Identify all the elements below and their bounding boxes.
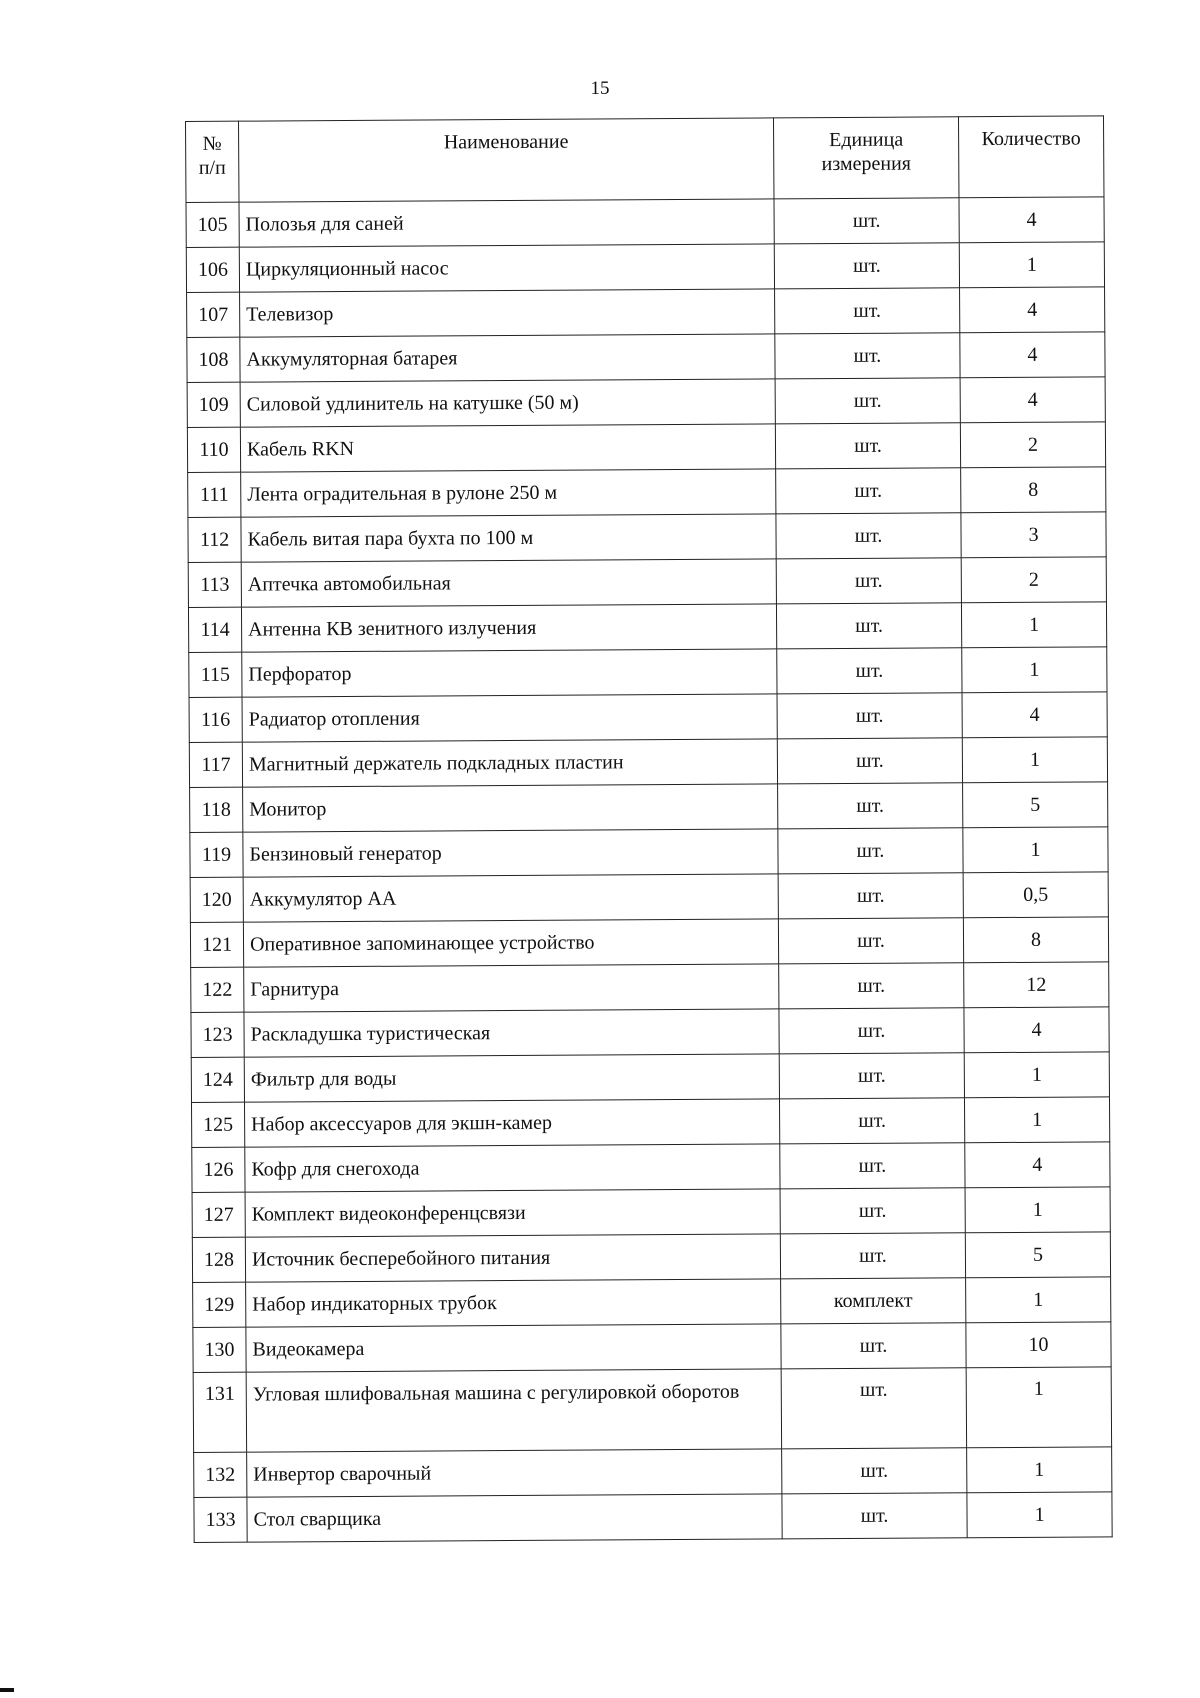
row-unit: шт. — [781, 1323, 966, 1369]
row-qty: 4 — [964, 1007, 1109, 1053]
scan-edge-mark — [0, 1688, 14, 1692]
row-num: 132 — [194, 1452, 247, 1497]
row-num: 128 — [192, 1237, 245, 1282]
table-row — [189, 737, 1107, 788]
row-unit: шт. — [780, 1143, 965, 1189]
table-row — [191, 1097, 1109, 1148]
row-unit: шт. — [776, 603, 961, 649]
header-qty: Количество — [958, 116, 1103, 198]
table-row — [191, 1007, 1109, 1058]
row-qty: 1 — [964, 1097, 1109, 1143]
header-name: Наименование — [239, 118, 774, 202]
row-qty: 8 — [961, 467, 1106, 513]
row-qty: 1 — [966, 1367, 1111, 1448]
row-qty: 1 — [964, 1052, 1109, 1098]
table-row — [189, 692, 1107, 743]
row-name: Набор индикаторных трубок — [246, 1279, 781, 1327]
row-unit: шт. — [775, 333, 960, 379]
row-qty: 4 — [960, 332, 1105, 378]
table-row — [189, 647, 1107, 698]
table-row — [187, 377, 1105, 428]
row-name: Аккумуляторная батарея — [240, 334, 775, 382]
row-unit: шт. — [781, 1368, 966, 1449]
row-num: 113 — [188, 562, 241, 607]
row-name: Полозья для саней — [239, 199, 774, 247]
table-row — [188, 602, 1106, 653]
row-name: Магнитный держатель подкладных пластин — [242, 739, 777, 787]
row-name: Лента оградительная в рулоне 250 м — [241, 469, 776, 517]
row-num: 112 — [188, 517, 241, 562]
row-unit: шт. — [775, 288, 960, 334]
row-name: Радиатор отопления — [242, 694, 777, 742]
row-unit: шт. — [778, 873, 963, 919]
row-qty: 1 — [967, 1447, 1112, 1493]
row-name: Циркуляционный насос — [239, 244, 774, 292]
page-number: 15 — [590, 78, 610, 99]
row-unit: шт. — [777, 648, 962, 694]
row-num: 111 — [188, 472, 241, 517]
row-name: Кофр для снегохода — [245, 1144, 780, 1192]
row-num: 124 — [191, 1057, 244, 1102]
row-num: 110 — [187, 427, 240, 472]
table-row — [193, 1367, 1111, 1453]
row-num: 129 — [193, 1282, 246, 1327]
table-header-row — [186, 116, 1104, 203]
table-row — [192, 1187, 1110, 1238]
table-row — [186, 197, 1104, 248]
row-unit: шт. — [778, 918, 963, 964]
row-qty: 1 — [965, 1187, 1110, 1233]
row-qty: 3 — [961, 512, 1106, 558]
header-unit: Единица измерения — [773, 117, 958, 199]
row-qty: 1 — [963, 827, 1108, 873]
row-num: 126 — [192, 1147, 245, 1192]
table-row — [191, 962, 1109, 1013]
row-num: 131 — [193, 1372, 246, 1452]
row-name: Перфоратор — [242, 649, 777, 697]
row-qty: 4 — [962, 692, 1107, 738]
row-name: Аккумулятор АА — [243, 874, 778, 922]
row-unit: шт. — [776, 513, 961, 559]
table-row — [191, 1052, 1109, 1103]
row-qty: 1 — [967, 1492, 1112, 1538]
row-num: 127 — [192, 1192, 245, 1237]
table-row — [188, 512, 1106, 563]
row-qty: 10 — [966, 1322, 1111, 1368]
row-num: 116 — [189, 697, 242, 742]
row-name: Кабель витая пара бухта по 100 м — [241, 514, 776, 562]
row-name: Фильтр для воды — [244, 1054, 779, 1102]
row-num: 108 — [187, 337, 240, 382]
row-unit: шт. — [778, 783, 963, 829]
row-name: Гарнитура — [244, 964, 779, 1012]
row-unit: шт. — [780, 1188, 965, 1234]
table-row — [192, 1142, 1110, 1193]
row-num: 119 — [190, 832, 243, 877]
row-name: Монитор — [243, 784, 778, 832]
row-name: Аптечка автомобильная — [241, 559, 776, 607]
row-unit: шт. — [777, 693, 962, 739]
row-num: 114 — [188, 607, 241, 652]
row-unit: комплект — [781, 1278, 966, 1324]
row-num: 121 — [190, 922, 243, 967]
row-qty: 1 — [966, 1277, 1111, 1323]
row-unit: шт. — [779, 963, 964, 1009]
row-num: 120 — [190, 877, 243, 922]
row-num: 105 — [186, 202, 239, 247]
row-unit: шт. — [774, 198, 959, 244]
row-name: Набор аксессуаров для экшн-камер — [244, 1099, 779, 1147]
row-qty: 4 — [960, 287, 1105, 333]
row-qty: 1 — [959, 242, 1104, 288]
row-qty: 1 — [962, 647, 1107, 693]
row-name: Антенна КВ зенитного излучения — [241, 604, 776, 652]
row-qty: 5 — [963, 782, 1108, 828]
row-num: 118 — [190, 787, 243, 832]
row-qty: 0,5 — [963, 872, 1108, 918]
row-name: Телевизор — [240, 289, 775, 337]
row-unit: шт. — [778, 828, 963, 874]
row-num: 115 — [189, 652, 242, 697]
row-name: Силовой удлинитель на катушке (50 м) — [240, 379, 775, 427]
row-unit: шт. — [782, 1493, 967, 1539]
table-row — [190, 872, 1108, 923]
row-name: Кабель RKN — [240, 424, 775, 472]
row-unit: шт. — [782, 1448, 967, 1494]
row-unit: шт. — [775, 378, 960, 424]
row-num: 125 — [191, 1102, 244, 1147]
row-num: 106 — [186, 247, 239, 292]
row-qty: 5 — [965, 1232, 1110, 1278]
row-num: 117 — [189, 742, 242, 787]
row-name: Раскладушка туристическая — [244, 1009, 779, 1057]
table-row — [190, 827, 1108, 878]
table-row — [193, 1277, 1111, 1328]
row-num: 133 — [194, 1497, 247, 1542]
table-row — [186, 242, 1104, 293]
table-row — [187, 332, 1105, 383]
table-row — [193, 1322, 1111, 1373]
header-num: № п/п — [186, 121, 239, 202]
row-name: Стол сварщика — [247, 1494, 782, 1542]
row-unit: шт. — [779, 1098, 964, 1144]
row-qty: 2 — [960, 422, 1105, 468]
row-qty: 12 — [964, 962, 1109, 1008]
row-qty: 8 — [963, 917, 1108, 963]
row-unit: шт. — [779, 1008, 964, 1054]
row-name: Комплект видеоконференцсвязи — [245, 1189, 780, 1237]
row-qty: 1 — [961, 602, 1106, 648]
row-num: 107 — [187, 292, 240, 337]
row-name: Инвертор сварочный — [247, 1449, 782, 1497]
row-unit: шт. — [779, 1053, 964, 1099]
row-qty: 4 — [960, 377, 1105, 423]
row-unit: шт. — [776, 468, 961, 514]
items-table — [185, 115, 1113, 1543]
table-row — [187, 422, 1105, 473]
table-row — [194, 1492, 1112, 1543]
row-qty: 1 — [962, 737, 1107, 783]
row-unit: шт. — [777, 738, 962, 784]
row-unit: шт. — [774, 243, 959, 289]
row-num: 130 — [193, 1327, 246, 1372]
row-unit: шт. — [780, 1233, 965, 1279]
table-row — [188, 557, 1106, 608]
table-row — [190, 917, 1108, 968]
table-row — [190, 782, 1108, 833]
row-name: Угловая шлифовальная машина с регулировкой оборотов — [246, 1369, 781, 1452]
row-unit: шт. — [775, 423, 960, 469]
table-row — [188, 467, 1106, 518]
row-num: 109 — [187, 382, 240, 427]
row-unit: шт. — [776, 558, 961, 604]
table-row — [194, 1447, 1112, 1498]
row-qty: 4 — [959, 197, 1104, 243]
row-name: Видеокамера — [246, 1324, 781, 1372]
table-row — [187, 287, 1105, 338]
row-name: Оперативное запоминающее устройство — [243, 919, 778, 967]
row-name: Бензиновый генератор — [243, 829, 778, 877]
row-name: Источник бесперебойного питания — [245, 1234, 780, 1282]
row-qty: 4 — [965, 1142, 1110, 1188]
row-num: 122 — [191, 967, 244, 1012]
table-row — [192, 1232, 1110, 1283]
row-qty: 2 — [961, 557, 1106, 603]
row-num: 123 — [191, 1012, 244, 1057]
